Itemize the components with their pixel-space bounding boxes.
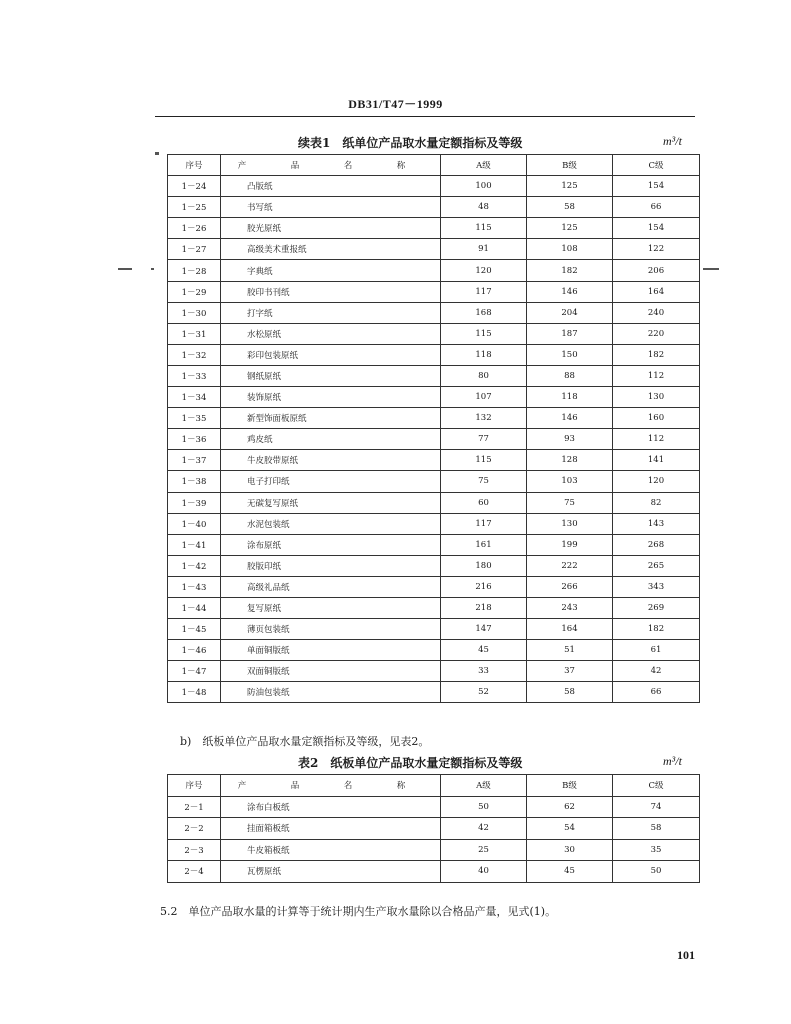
- grade-b-cell: 125: [527, 176, 613, 197]
- table-row: [168, 260, 700, 281]
- row-id-cell: 1－40: [168, 513, 221, 534]
- grade-a-cell: 115: [441, 450, 527, 471]
- product-name-cell: 钢纸原纸: [221, 365, 441, 386]
- grade-b-cell: 88: [527, 365, 613, 386]
- product-name-cell: 薄页包装纸: [221, 619, 441, 640]
- grade-b-cell: 128: [527, 450, 613, 471]
- grade-a-cell: 118: [441, 344, 527, 365]
- product-name-cell: 高级礼品纸: [221, 576, 441, 597]
- row-id-cell: 2－4: [168, 861, 221, 883]
- grade-a-cell: 218: [441, 597, 527, 618]
- grade-c-cell: 42: [613, 661, 700, 682]
- grade-a-cell: 120: [441, 260, 527, 281]
- table2-header-row: [168, 775, 700, 797]
- column-header: 序号: [168, 775, 221, 797]
- table-row: [168, 661, 700, 682]
- product-name-cell: 装饰原纸: [221, 387, 441, 408]
- grade-a-cell: 132: [441, 408, 527, 429]
- product-name-cell: 水泥包装纸: [221, 513, 441, 534]
- grade-b-cell: 45: [527, 861, 613, 883]
- table-row: [168, 408, 700, 429]
- grade-a-cell: 147: [441, 619, 527, 640]
- grade-b-cell: 58: [527, 682, 613, 703]
- table-row: [168, 176, 700, 197]
- grade-c-cell: 154: [613, 218, 700, 239]
- row-id-cell: 2－2: [168, 818, 221, 840]
- row-id-cell: 1－39: [168, 492, 221, 513]
- table-row: [168, 576, 700, 597]
- product-name-cell: 涂布白板纸: [221, 796, 441, 818]
- row-id-cell: 1－47: [168, 661, 221, 682]
- grade-b-cell: 266: [527, 576, 613, 597]
- grade-c-cell: 66: [613, 682, 700, 703]
- grade-b-cell: 150: [527, 344, 613, 365]
- grade-a-cell: 48: [441, 197, 527, 218]
- table-row: [168, 365, 700, 386]
- table-row: [168, 555, 700, 576]
- product-name-cell: 高级美术重报纸: [221, 239, 441, 260]
- page-number: 101: [677, 948, 695, 962]
- table1-caption: 续表1 纸单位产品取水量定额指标及等级: [298, 136, 523, 150]
- grade-a-cell: 25: [441, 839, 527, 861]
- grade-a-cell: 50: [441, 796, 527, 818]
- scan-mark: [155, 152, 159, 155]
- row-id-cell: 1－30: [168, 302, 221, 323]
- column-header: C级: [613, 155, 700, 176]
- product-name-cell: 挂面箱板纸: [221, 818, 441, 840]
- scan-mark: [118, 268, 132, 270]
- table-row: [168, 218, 700, 239]
- grade-a-cell: 45: [441, 640, 527, 661]
- table-row: [168, 534, 700, 555]
- table-row: [168, 839, 700, 861]
- table-row: [168, 197, 700, 218]
- table-row: [168, 597, 700, 618]
- grade-b-cell: 118: [527, 387, 613, 408]
- paragraph-5-2: 5.2 单位产品取水量的计算等于统计期内生产取水量除以合格品产量，见式(1)。: [160, 905, 557, 918]
- table-row: [168, 344, 700, 365]
- row-id-cell: 1－27: [168, 239, 221, 260]
- grade-a-cell: 115: [441, 323, 527, 344]
- table-row: [168, 302, 700, 323]
- grade-c-cell: 160: [613, 408, 700, 429]
- grade-b-cell: 199: [527, 534, 613, 555]
- grade-b-cell: 103: [527, 471, 613, 492]
- product-name-cell: 彩印包装原纸: [221, 344, 441, 365]
- table-row: [168, 861, 700, 883]
- grade-c-cell: 268: [613, 534, 700, 555]
- table-row: [168, 619, 700, 640]
- grade-a-cell: 180: [441, 555, 527, 576]
- product-name-cell: 新型饰面板原纸: [221, 408, 441, 429]
- scan-mark: [151, 268, 154, 270]
- row-id-cell: 1－31: [168, 323, 221, 344]
- grade-a-cell: 80: [441, 365, 527, 386]
- row-id-cell: 1－34: [168, 387, 221, 408]
- product-name-cell: 水松原纸: [221, 323, 441, 344]
- table1-unit: m³/t: [663, 134, 682, 148]
- grade-b-cell: 51: [527, 640, 613, 661]
- grade-c-cell: 164: [613, 281, 700, 302]
- product-name-cell: 牛皮胶带原纸: [221, 450, 441, 471]
- row-id-cell: 1－44: [168, 597, 221, 618]
- product-name-cell: 防油包装纸: [221, 682, 441, 703]
- grade-a-cell: 33: [441, 661, 527, 682]
- grade-c-cell: 82: [613, 492, 700, 513]
- grade-c-cell: 58: [613, 818, 700, 840]
- row-id-cell: 1－43: [168, 576, 221, 597]
- grade-a-cell: 42: [441, 818, 527, 840]
- table2-caption: 表2 纸板单位产品取水量定额指标及等级: [298, 756, 523, 770]
- grade-b-cell: 30: [527, 839, 613, 861]
- product-name-cell: 凸版纸: [221, 176, 441, 197]
- grade-c-cell: 154: [613, 176, 700, 197]
- grade-b-cell: 164: [527, 619, 613, 640]
- table-row: [168, 492, 700, 513]
- grade-a-cell: 100: [441, 176, 527, 197]
- table-row: [168, 471, 700, 492]
- grade-a-cell: 115: [441, 218, 527, 239]
- row-id-cell: 1－41: [168, 534, 221, 555]
- grade-c-cell: 120: [613, 471, 700, 492]
- grade-a-cell: 91: [441, 239, 527, 260]
- grade-b-cell: 204: [527, 302, 613, 323]
- grade-a-cell: 216: [441, 576, 527, 597]
- table2: [167, 774, 700, 883]
- grade-a-cell: 107: [441, 387, 527, 408]
- grade-c-cell: 66: [613, 197, 700, 218]
- table1-header-row: [168, 155, 700, 176]
- table-row: [168, 796, 700, 818]
- grade-c-cell: 269: [613, 597, 700, 618]
- product-name-cell: 鸡皮纸: [221, 429, 441, 450]
- header-rule: [155, 116, 695, 117]
- grade-b-cell: 125: [527, 218, 613, 239]
- column-header: 产 品 名 称: [221, 775, 441, 797]
- grade-c-cell: 74: [613, 796, 700, 818]
- row-id-cell: 1－45: [168, 619, 221, 640]
- table-row: [168, 387, 700, 408]
- grade-b-cell: 54: [527, 818, 613, 840]
- grade-c-cell: 143: [613, 513, 700, 534]
- row-id-cell: 1－28: [168, 260, 221, 281]
- product-name-cell: 胶印书刊纸: [221, 281, 441, 302]
- scan-mark: [703, 268, 719, 270]
- grade-c-cell: 50: [613, 861, 700, 883]
- grade-a-cell: 75: [441, 471, 527, 492]
- grade-c-cell: 130: [613, 387, 700, 408]
- grade-b-cell: 146: [527, 281, 613, 302]
- column-header: 序号: [168, 155, 221, 176]
- column-header: 产 品 名 称: [221, 155, 441, 176]
- grade-b-cell: 62: [527, 796, 613, 818]
- table-row: [168, 323, 700, 344]
- row-id-cell: 1－48: [168, 682, 221, 703]
- grade-c-cell: 206: [613, 260, 700, 281]
- grade-c-cell: 141: [613, 450, 700, 471]
- row-id-cell: 1－29: [168, 281, 221, 302]
- paragraph-b: b) 纸板单位产品取水量定额指标及等级，见表2。: [180, 735, 430, 748]
- grade-b-cell: 58: [527, 197, 613, 218]
- grade-b-cell: 93: [527, 429, 613, 450]
- product-name-cell: 胶光原纸: [221, 218, 441, 239]
- table2-unit: m³/t: [663, 754, 682, 768]
- grade-b-cell: 146: [527, 408, 613, 429]
- grade-c-cell: 61: [613, 640, 700, 661]
- table-row: [168, 239, 700, 260]
- grade-c-cell: 343: [613, 576, 700, 597]
- grade-c-cell: 122: [613, 239, 700, 260]
- grade-a-cell: 117: [441, 513, 527, 534]
- row-id-cell: 1－25: [168, 197, 221, 218]
- grade-b-cell: 37: [527, 661, 613, 682]
- grade-c-cell: 265: [613, 555, 700, 576]
- product-name-cell: 打字纸: [221, 302, 441, 323]
- row-id-cell: 2－1: [168, 796, 221, 818]
- grade-c-cell: 112: [613, 429, 700, 450]
- row-id-cell: 1－24: [168, 176, 221, 197]
- grade-a-cell: 117: [441, 281, 527, 302]
- table-row: [168, 429, 700, 450]
- row-id-cell: 1－46: [168, 640, 221, 661]
- table-row: [168, 513, 700, 534]
- product-name-cell: 字典纸: [221, 260, 441, 281]
- row-id-cell: 1－26: [168, 218, 221, 239]
- grade-b-cell: 187: [527, 323, 613, 344]
- grade-a-cell: 161: [441, 534, 527, 555]
- row-id-cell: 1－36: [168, 429, 221, 450]
- grade-c-cell: 220: [613, 323, 700, 344]
- column-header: A级: [441, 155, 527, 176]
- product-name-cell: 书写纸: [221, 197, 441, 218]
- grade-c-cell: 182: [613, 344, 700, 365]
- standard-number-header: DB31/T47－1999: [348, 97, 443, 111]
- table-row: [168, 450, 700, 471]
- column-header: A级: [441, 775, 527, 797]
- column-header: B级: [527, 775, 613, 797]
- column-header: B级: [527, 155, 613, 176]
- row-id-cell: 1－33: [168, 365, 221, 386]
- grade-b-cell: 108: [527, 239, 613, 260]
- row-id-cell: 1－32: [168, 344, 221, 365]
- grade-c-cell: 35: [613, 839, 700, 861]
- grade-a-cell: 60: [441, 492, 527, 513]
- grade-b-cell: 222: [527, 555, 613, 576]
- row-id-cell: 1－37: [168, 450, 221, 471]
- grade-b-cell: 243: [527, 597, 613, 618]
- table1: [167, 154, 700, 703]
- grade-a-cell: 52: [441, 682, 527, 703]
- grade-b-cell: 130: [527, 513, 613, 534]
- grade-c-cell: 240: [613, 302, 700, 323]
- product-name-cell: 牛皮箱板纸: [221, 839, 441, 861]
- product-name-cell: 涂布原纸: [221, 534, 441, 555]
- table-row: [168, 281, 700, 302]
- product-name-cell: 无碳复写原纸: [221, 492, 441, 513]
- column-header: C级: [613, 775, 700, 797]
- grade-a-cell: 168: [441, 302, 527, 323]
- grade-c-cell: 182: [613, 619, 700, 640]
- table-row: [168, 682, 700, 703]
- table-row: [168, 640, 700, 661]
- grade-a-cell: 77: [441, 429, 527, 450]
- product-name-cell: 瓦楞原纸: [221, 861, 441, 883]
- grade-b-cell: 75: [527, 492, 613, 513]
- product-name-cell: 胶版印纸: [221, 555, 441, 576]
- grade-b-cell: 182: [527, 260, 613, 281]
- product-name-cell: 双面铜版纸: [221, 661, 441, 682]
- row-id-cell: 1－42: [168, 555, 221, 576]
- table-row: [168, 818, 700, 840]
- row-id-cell: 1－35: [168, 408, 221, 429]
- grade-a-cell: 40: [441, 861, 527, 883]
- grade-c-cell: 112: [613, 365, 700, 386]
- row-id-cell: 1－38: [168, 471, 221, 492]
- product-name-cell: 电子打印纸: [221, 471, 441, 492]
- product-name-cell: 单面铜版纸: [221, 640, 441, 661]
- product-name-cell: 复写原纸: [221, 597, 441, 618]
- row-id-cell: 2－3: [168, 839, 221, 861]
